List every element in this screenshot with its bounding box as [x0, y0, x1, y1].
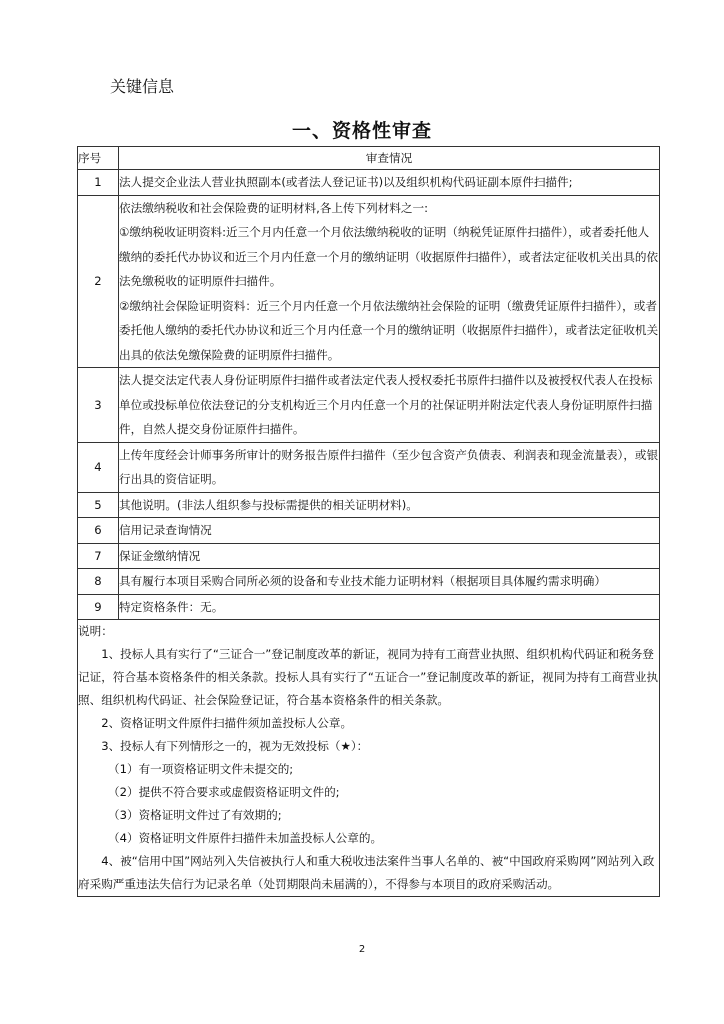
table-row — [78, 368, 660, 443]
row-detail-line: ①缴纳税收证明资料:近三个月内任意一个月依法缴纳税收的证明（纳税凭证原件扫描件），或者委托他人缴纳的委托代办协议和近三个月内任意一个月的缴纳证明（收据原件扫描件），或者法定征收机关出具的依法免缴税收的证明原件扫描件。 — [119, 225, 659, 288]
note-2: 2、资格证明文件原件扫描件须加盖投标人公章。 — [101, 716, 353, 730]
row-detail: 法人提交企业法人营业执照副本(或者法人登记证书)以及组织机构代码证副本原件扫描件; — [119, 170, 660, 196]
table-row — [78, 442, 660, 492]
table-row — [78, 170, 660, 196]
table-row — [78, 569, 660, 595]
notes-heading: 说明： — [78, 624, 113, 638]
row-detail: 信用记录查询情况 — [119, 518, 660, 544]
row-number: 3 — [78, 368, 119, 443]
table-row — [78, 543, 660, 569]
note-4: 4、被“信用中国”网站列入失信被执行人和重大税收违法案件当事人名单的、被“中国政府采购网”网站列入政府采购严重违法失信行为记录名单（处罚期限尚未届满的），不得参与本项目的政府采购活动。 — [78, 854, 655, 891]
row-detail: 其他说明。(非法人组织参与投标需提供的相关证明材料)。 — [119, 492, 660, 518]
note-3: 3、投标人有下列情形之一的，视为无效投标（★）： — [101, 739, 369, 753]
table-row — [78, 195, 660, 368]
row-number: 7 — [78, 543, 119, 569]
table-row — [78, 594, 660, 620]
page-number: 2 — [358, 944, 366, 955]
row-detail-line: ②缴纳社会保险证明资料：近三个月内任意一个月依法缴纳社会保险的证明（缴费凭证原件扫描件），或者委托他人缴纳的委托代办协议和近三个月内任意一个月的缴纳证明（收据原件扫描件），或者法定征收机关出具的依法免缴保险费的证明原件扫描件。 — [119, 298, 659, 362]
header-detail: 审查情况 — [119, 147, 660, 170]
row-number: 9 — [78, 594, 119, 620]
notes-row — [78, 620, 660, 897]
row-number: 4 — [78, 442, 119, 492]
row-detail: 法人提交法定代表人身份证明原件扫描件或者法定代表人授权委托书原件扫描件以及被授权代表人在投标单位或投标单位依法登记的分支机构近三个月内任意一个月的社保证明并附法定代表人身份证明原件扫描件，自然人提交身份证原件扫描件。 — [119, 368, 660, 443]
qualification-table — [77, 146, 660, 897]
table-header-row — [78, 147, 660, 170]
row-detail: 特定资格条件：无。 — [119, 594, 660, 620]
row-number: 2 — [78, 195, 119, 368]
row-detail-line: 依法缴纳税收和社会保险费的证明材料,各上传下列材料之一: — [119, 200, 429, 215]
notes-cell — [78, 620, 660, 897]
section-title: 一、资格性审查 — [291, 120, 432, 142]
table-row — [78, 492, 660, 518]
note-3-item: （4）资格证明文件原件扫描件未加盖投标人公章的。 — [108, 831, 383, 845]
header-label: 关键信息 — [110, 77, 175, 96]
row-detail: 具有履行本项目采购合同所必须的设备和专业技术能力证明材料（根据项目具体履约需求明确） — [119, 569, 660, 595]
note-1: 1、投标人具有实行了“三证合一”登记制度改革的新证，视同为持有工商营业执照、组织机构代码证和税务登记证，符合基本资格条件的相关条款。投标人具有实行了“五证合一”登记制度改革的新证，视同为持有工商营业执照、组织机构代码证、社会保险登记证，符合基本资格条件的相关条款。 — [78, 647, 659, 707]
row-number: 1 — [78, 170, 119, 196]
note-3-item: （1）有一项资格证明文件未提交的; — [108, 762, 294, 776]
row-number: 5 — [78, 492, 119, 518]
row-number: 8 — [78, 569, 119, 595]
row-detail: 保证金缴纳情况 — [119, 543, 660, 569]
note-3-item: （2）提供不符合要求或虚假资格证明文件的; — [108, 785, 340, 799]
row-number: 6 — [78, 518, 119, 544]
row-detail: 上传年度经会计师事务所审计的财务报告原件扫描件（至少包含资产负债表、利润表和现金流量表），或银行出具的资信证明。 — [119, 442, 660, 492]
table-row — [78, 518, 660, 544]
header-no: 序号 — [78, 147, 119, 170]
note-3-item: （3）资格证明文件过了有效期的; — [108, 808, 282, 822]
row-detail — [119, 195, 660, 368]
